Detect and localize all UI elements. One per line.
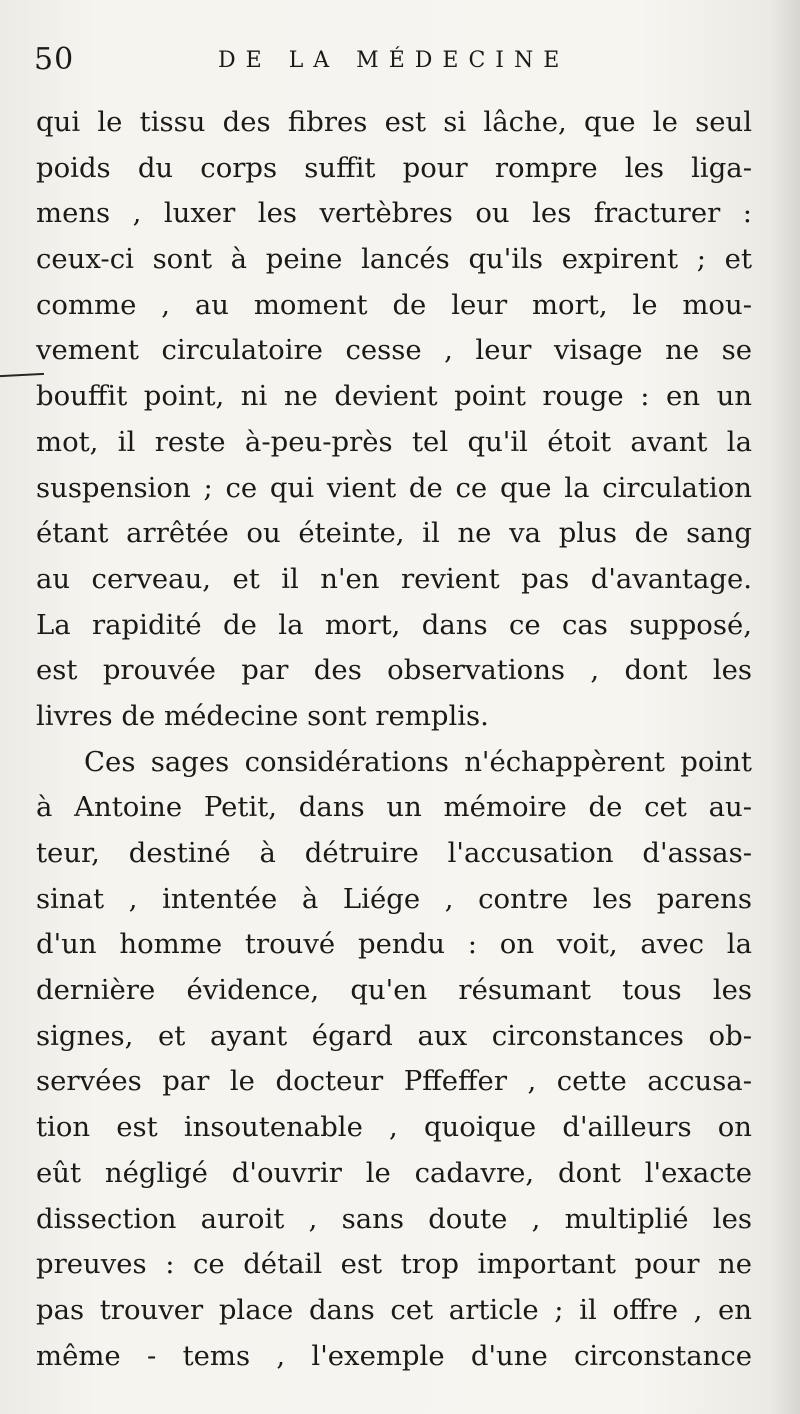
text-line: preuves : ce détail est trop important pour ne: [36, 1248, 752, 1281]
text-line: servées par le docteur Pffeffer , cette accusa-: [36, 1065, 752, 1098]
text-line: étant arrêtée ou éteinte, il ne va plus de sang: [36, 517, 752, 550]
text-line: vement circulatoire cesse , leur visage ne se: [36, 334, 752, 367]
running-title: DE LA MÉDECINE: [218, 48, 570, 73]
text-line: mot, il reste à-peu-près tel qu'il étoit avant la: [36, 425, 752, 458]
body-text: [36, 100, 752, 1379]
text-line: ceux-ci sont à peine lancés qu'ils expirent ; et: [36, 243, 752, 276]
page-edge-shadow: [770, 0, 800, 1414]
page-number: 50: [34, 42, 75, 77]
text-line: à Antoine Petit, dans un mémoire de cet au-: [36, 791, 752, 824]
text-line: au cerveau, et il n'en revient pas d'avantage.: [36, 562, 752, 595]
text-line: tion est insoutenable , quoique d'ailleurs on: [36, 1111, 752, 1144]
text-line: pas trouver place dans cet article ; il offre , en: [36, 1293, 752, 1326]
text-line: qui le tissu des fibres est si lâche, que le seul: [36, 106, 752, 138]
text-line: eût négligé d'ouvrir le cadavre, dont l'exacte: [36, 1156, 752, 1189]
text-line: livres de médecine sont remplis.: [36, 699, 489, 732]
text-line: est prouvée par des observations , dont les: [36, 654, 752, 687]
text-line: comme , au moment de leur mort, le mou-: [36, 288, 752, 321]
text-line: Ces sages considérations n'échappèrent point: [84, 745, 752, 778]
running-head: [34, 42, 774, 82]
text-line: d'un homme trouvé pendu : on voit, avec la: [36, 928, 752, 961]
text-line: teur, destiné à détruire l'accusation d'assas-: [36, 837, 752, 869]
text-line: dissection auroit , sans doute , multiplié les: [36, 1202, 752, 1235]
text-line: bouffit point, ni ne devient point rouge : en un: [36, 380, 752, 413]
text-line: sinat , intentée à Liége , contre les parens: [36, 882, 752, 915]
text-line: La rapidité de la mort, dans ce cas supposé,: [36, 608, 752, 641]
text-line: mens , luxer les vertèbres ou les fracturer :: [36, 197, 752, 230]
text-line: même - tems , l'exemple d'une circonstance: [36, 1339, 752, 1372]
text-line: signes, et ayant égard aux circonstances ob-: [36, 1019, 752, 1052]
text-line: dernière évidence, qu'en résumant tous les: [36, 974, 752, 1007]
text-line: suspension ; ce qui vient de ce que la circulation: [36, 471, 752, 504]
text-line: poids du corps suffit pour rompre les liga-: [36, 151, 752, 184]
